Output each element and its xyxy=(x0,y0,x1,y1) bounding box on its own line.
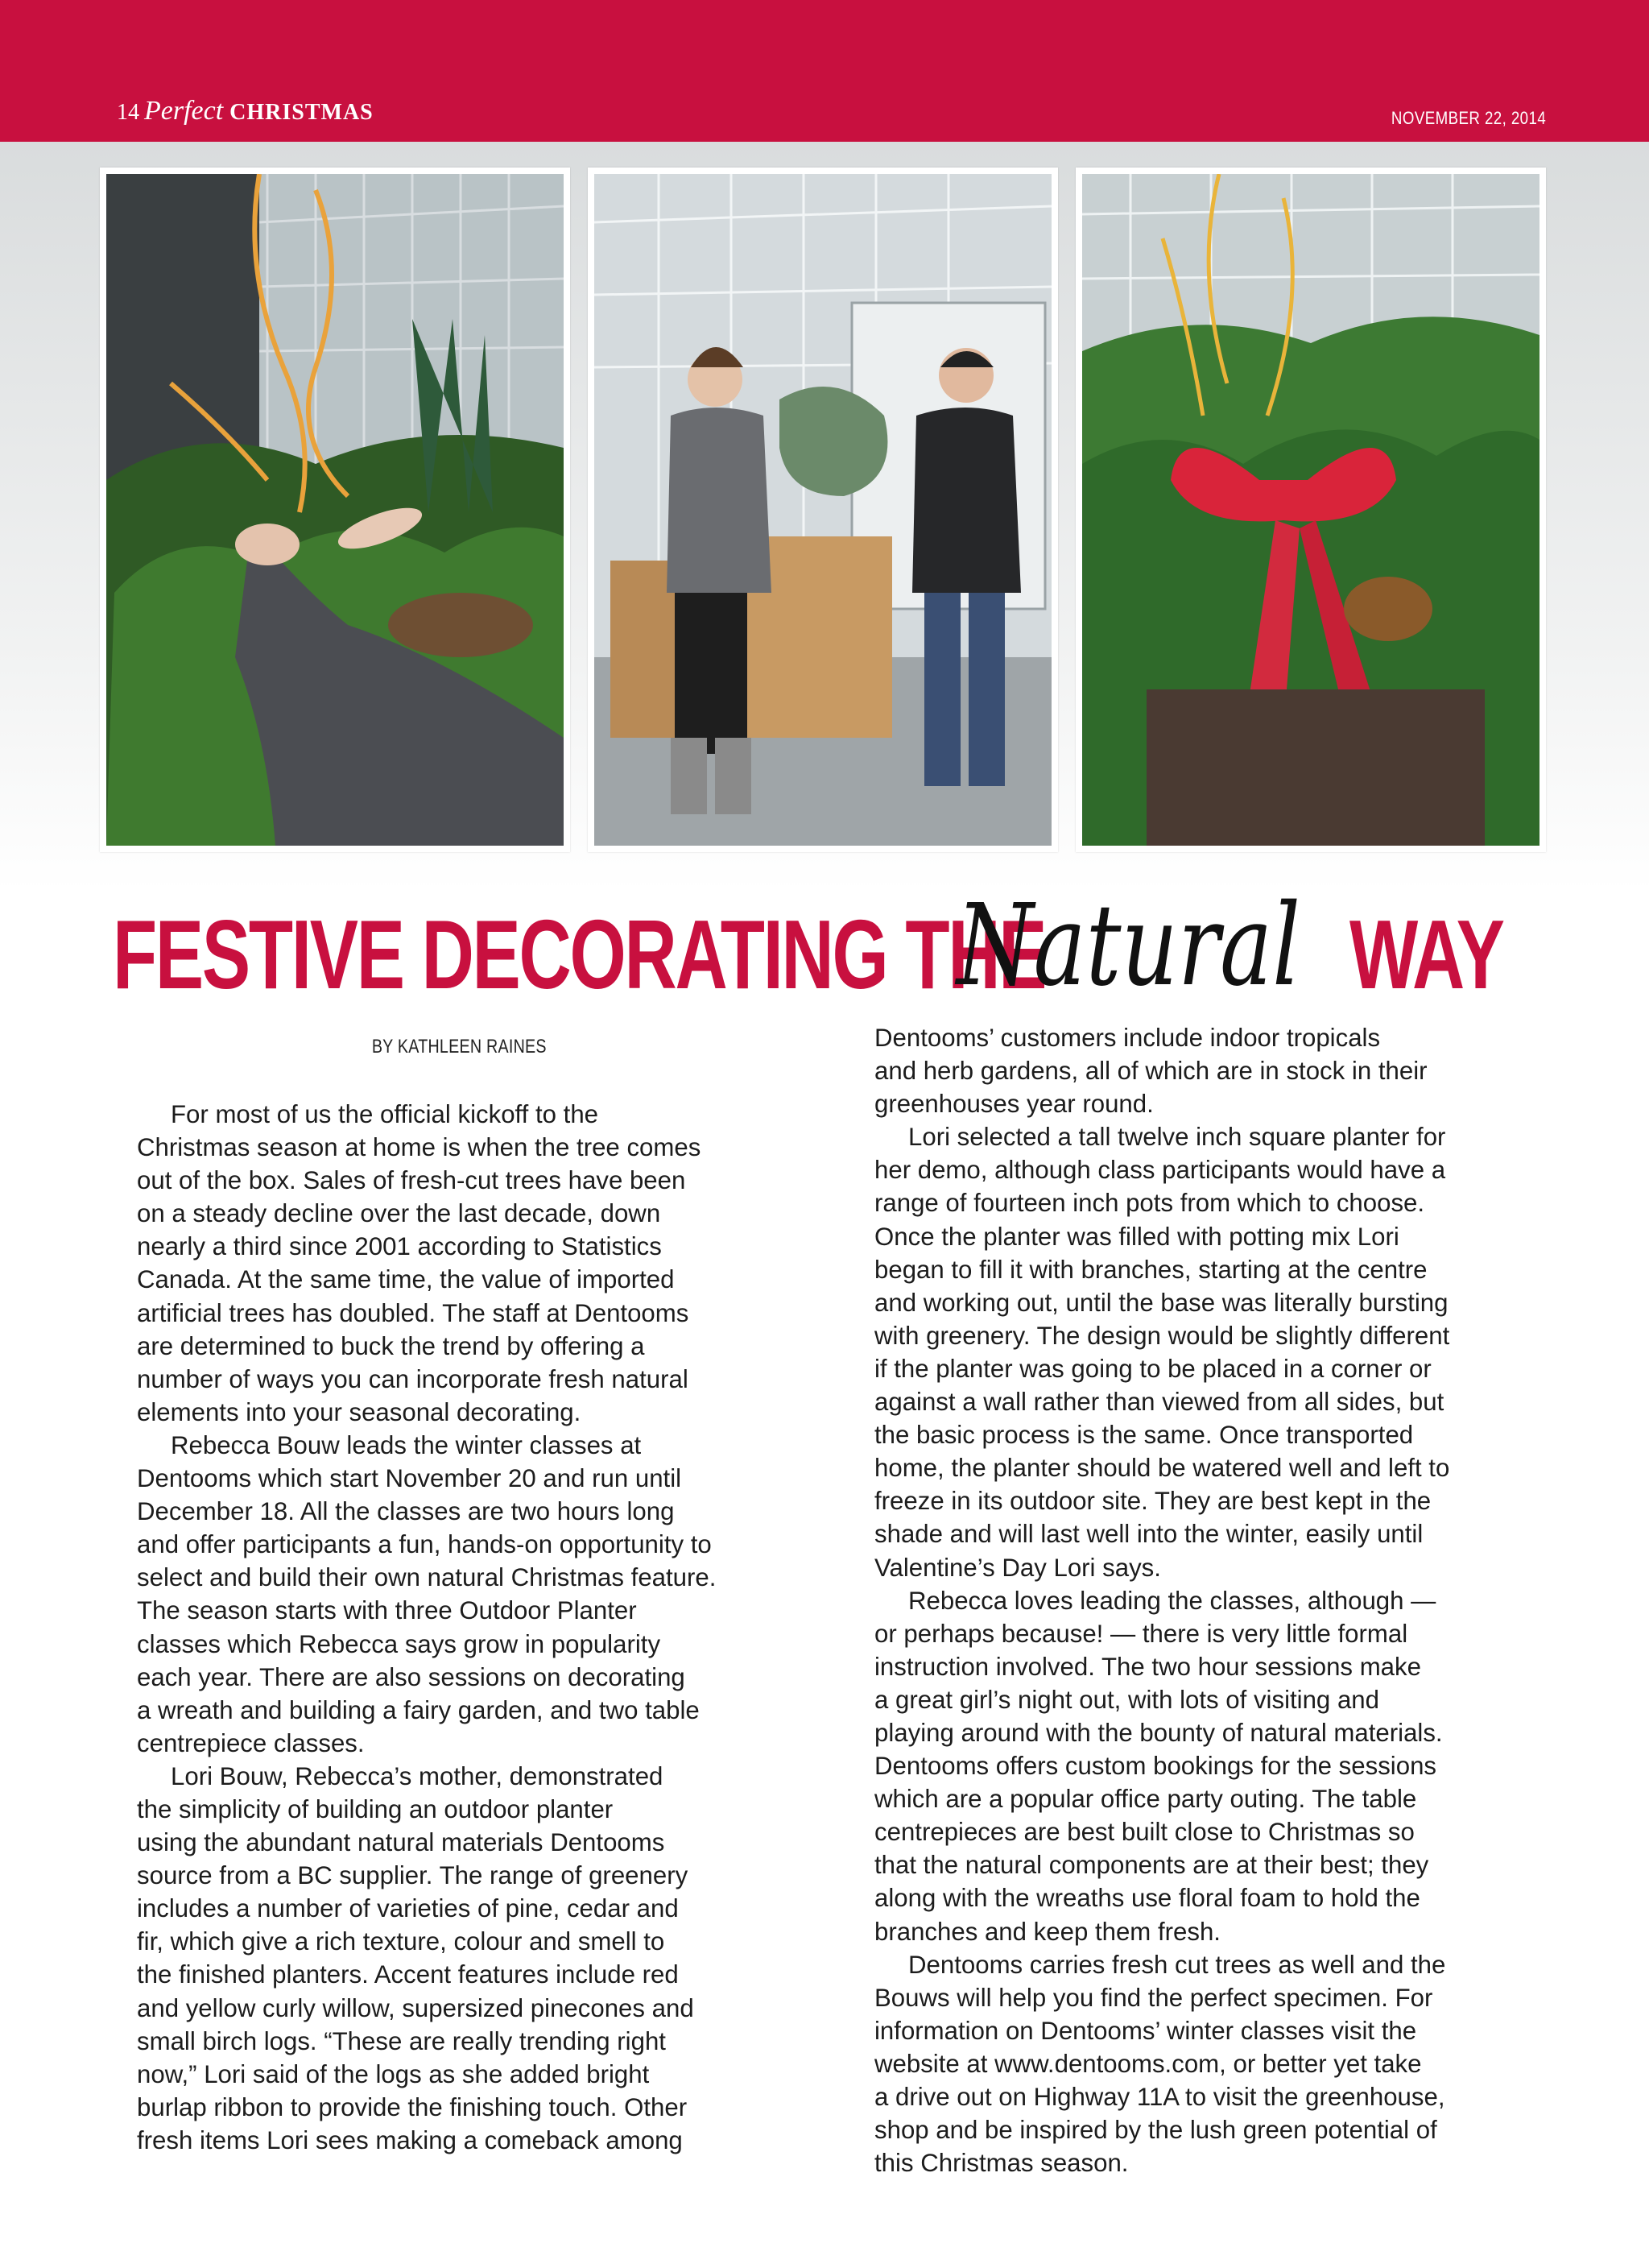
article-line: greenhouses year round. xyxy=(874,1090,1154,1119)
article-line: Canada. At the same time, the value of imported xyxy=(137,1265,675,1294)
article-line: December 18. All the classes are two hours long xyxy=(137,1497,675,1526)
article-line: Dentooms which start November 20 and run until xyxy=(137,1464,682,1493)
article-column-left xyxy=(137,1098,781,2157)
article-line: elements into your seasonal decorating. xyxy=(137,1397,581,1426)
article-line: the simplicity of building an outdoor planter xyxy=(137,1794,614,1823)
article-line: information on Dentooms’ winter classes visit the xyxy=(874,2016,1417,2045)
section-title: CHRISTMAS xyxy=(229,100,374,125)
article-line: source from a BC supplier. The range of greenery xyxy=(137,1861,688,1890)
article-line: centrepieces are best built close to Christmas so xyxy=(874,1818,1415,1847)
article-line: small birch logs. “These are really trending right xyxy=(137,2026,666,2055)
article-line: Lori Bouw, Rebecca’s mother, demonstrated xyxy=(171,1761,663,1790)
article-line: her demo, although class participants would have a xyxy=(874,1156,1446,1185)
article-line: fresh items Lori sees making a comeback among xyxy=(137,2125,683,2154)
headline-main: FESTIVE DECORATING THE xyxy=(113,900,1046,1009)
article-line: out of the box. Sales of fresh-cut trees have been xyxy=(137,1166,686,1195)
article-line: freeze in its outdoor site. They are best kept in the xyxy=(874,1487,1432,1516)
byline xyxy=(137,1036,781,1058)
article-line: that the natural components are at their best; they xyxy=(874,1851,1429,1880)
article-line: Rebecca Bouw leads the winter classes at xyxy=(171,1430,642,1459)
article-line: Valentine’s Day Lori says. xyxy=(874,1553,1161,1582)
article-line: range of fourteen inch pots from which to choose. xyxy=(874,1189,1425,1218)
article-column-right xyxy=(874,1021,1519,2179)
article-line: the basic process is the same. Once transported xyxy=(874,1421,1414,1450)
article-line: classes which Rebecca says grow in popularity xyxy=(137,1629,661,1658)
article-line: the finished planters. Accent features include red xyxy=(137,1960,679,1989)
article-line: Dentooms offers custom bookings for the sessions xyxy=(874,1752,1437,1781)
article-line: instruction involved. The two hour sessions make xyxy=(874,1652,1421,1681)
article-line: shade and will last well into the winter, easily until xyxy=(874,1520,1424,1549)
article-line: are determined to buck the trend by offering a xyxy=(137,1331,645,1360)
article-line: which are a popular office party outing. The table xyxy=(874,1785,1417,1814)
article-line: on a steady decline over the last decade, down xyxy=(137,1199,661,1228)
section-masthead xyxy=(117,98,374,126)
article-line: The season starts with three Outdoor Planter xyxy=(137,1596,637,1625)
page-number: 14 xyxy=(117,100,139,125)
article-line: shop and be inspired by the lush green potential of xyxy=(874,2116,1437,2145)
photo-two-women xyxy=(588,168,1058,852)
headline-script-word: Natural xyxy=(957,880,1301,1012)
article-line: using the abundant natural materials Dentooms xyxy=(137,1828,665,1857)
article-line: a great girl’s night out, with lots of visiting and xyxy=(874,1685,1379,1714)
byline-text: BY KATHLEEN RAINES xyxy=(371,1036,547,1057)
article-line: and herb gardens, all of which are in stock in their xyxy=(874,1057,1428,1086)
issue-date: NOVEMBER 22, 2014 xyxy=(1391,108,1546,128)
article-line: each year. There are also sessions on decorating xyxy=(137,1662,685,1691)
article-line: Bouws will help you find the perfect specimen. For xyxy=(874,1983,1433,2012)
article-line: Rebecca loves leading the classes, although — xyxy=(908,1586,1436,1615)
article-line: and working out, until the base was literally bursting xyxy=(874,1288,1449,1317)
article-line: burlap ribbon to provide the finishing touch. Other xyxy=(137,2092,688,2121)
article-line: home, the planter should be watered well and left to xyxy=(874,1454,1450,1483)
article-line: branches and keep them fresh. xyxy=(874,1917,1221,1946)
article-line: and offer participants a fun, hands-on opportunity to xyxy=(137,1530,712,1559)
article-line: Dentooms carries fresh cut trees as well and the xyxy=(908,1950,1446,1979)
article-line: nearly a third since 2001 according to Statistics xyxy=(137,1232,662,1261)
article-line: a drive out on Highway 11A to visit the greenhouse, xyxy=(874,2083,1445,2111)
article-line: number of ways you can incorporate fresh natural xyxy=(137,1364,688,1393)
article-line: artificial trees has doubled. The staff at Dentooms xyxy=(137,1298,689,1327)
header-bar xyxy=(0,0,1649,142)
article-line: playing around with the bounty of natural materials. xyxy=(874,1718,1443,1747)
article-line: or perhaps because! — there is very little formal xyxy=(874,1619,1408,1648)
article-line: includes a number of varieties of pine, cedar and xyxy=(137,1894,679,1923)
article-line: Once the planter was filled with potting mix Lori xyxy=(874,1222,1399,1251)
article-line: along with the wreaths use floral foam to hold the xyxy=(874,1884,1420,1913)
article-line: a wreath and building a fairy garden, and two table xyxy=(137,1695,700,1724)
photo-hands-arranging xyxy=(100,168,570,852)
article-line: Christmas season at home is when the tree comes xyxy=(137,1133,701,1162)
article-line: Lori selected a tall twelve inch square planter for xyxy=(908,1123,1446,1152)
article-line: this Christmas season. xyxy=(874,2149,1129,2178)
article-line: with greenery. The design would be slightly different xyxy=(874,1321,1450,1350)
section-script-word: Perfect xyxy=(144,96,224,126)
article-line: if the planter was going to be placed in a corner or xyxy=(874,1354,1432,1383)
article-line: against a wall rather than viewed from all sides, but xyxy=(874,1388,1444,1417)
article-line: fir, which give a rich texture, colour and smell to xyxy=(137,1927,665,1956)
headline-end: WAY xyxy=(1349,900,1503,1009)
article-line: select and build their own natural Christmas feature. xyxy=(137,1563,717,1592)
article-line: website at www.dentooms.com, or better yet take xyxy=(874,2049,1422,2078)
article-line: now,” Lori said of the logs as she added bright xyxy=(137,2059,650,2088)
photo-finished-planter xyxy=(1076,168,1546,852)
headline xyxy=(113,878,1546,1023)
article-line: and yellow curly willow, supersized pinecones and xyxy=(137,1993,694,2022)
article-line: began to fill it with branches, starting at the centre xyxy=(874,1255,1428,1284)
article-line: centrepiece classes. xyxy=(137,1728,365,1757)
article-line: For most of us the official kickoff to the xyxy=(171,1100,599,1128)
article-line: Dentooms’ customers include indoor tropicals xyxy=(874,1024,1381,1052)
